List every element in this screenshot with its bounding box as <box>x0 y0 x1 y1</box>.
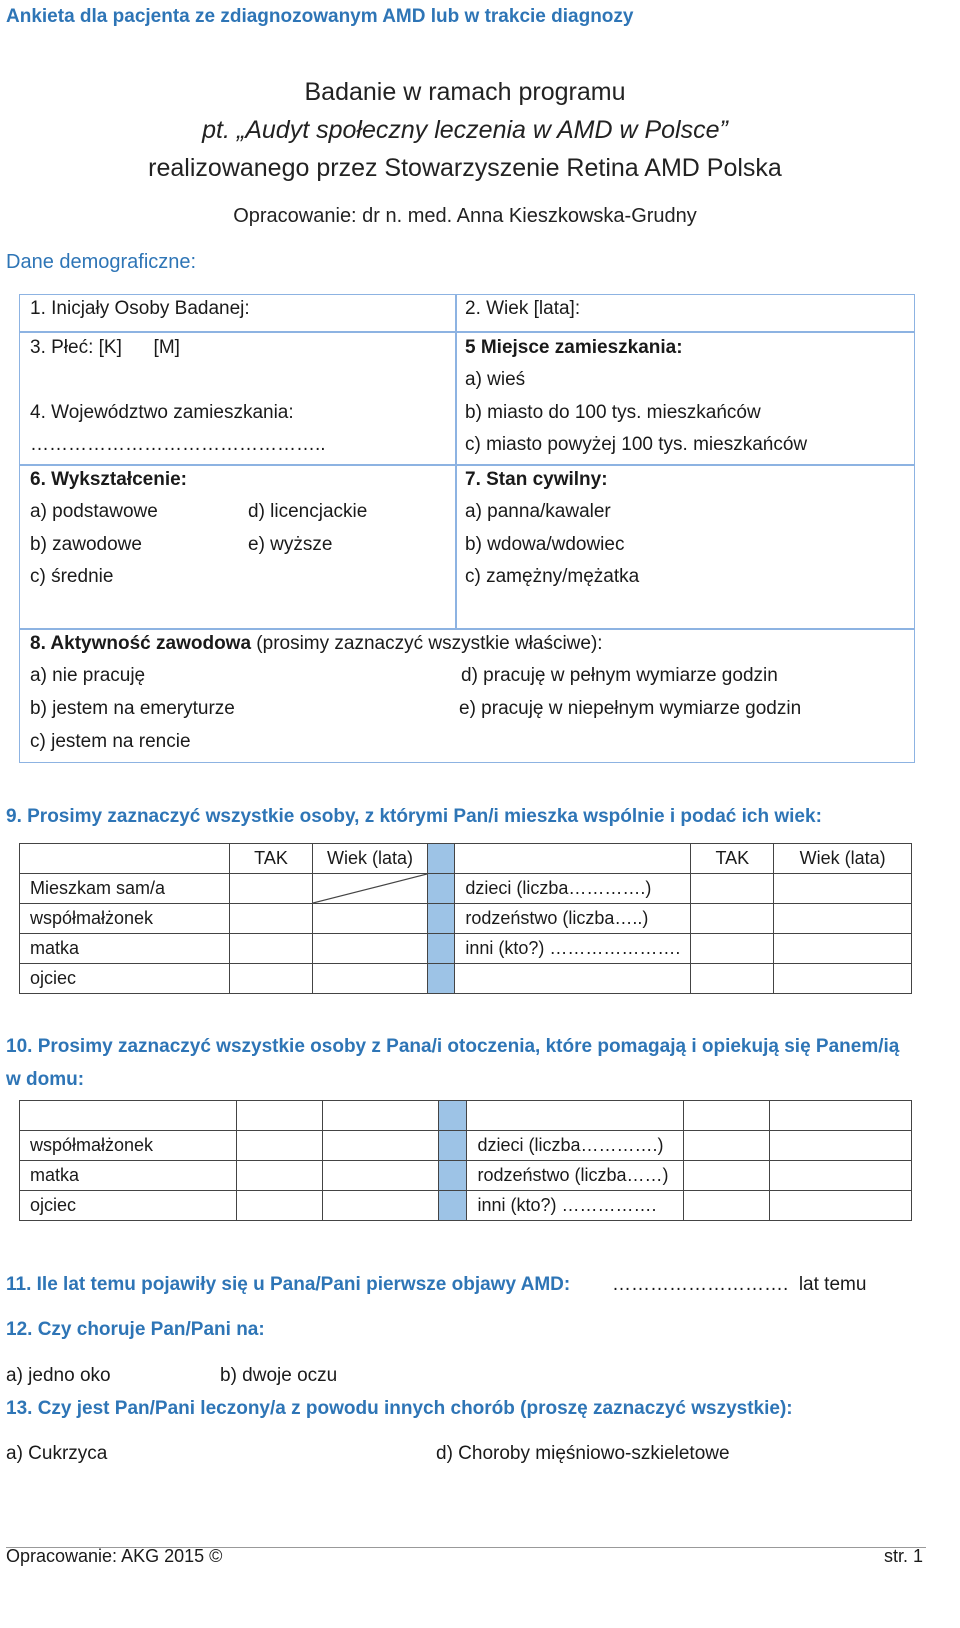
q9-table <box>19 843 912 994</box>
q11-answer: ………………………. lat temu <box>612 1274 867 1295</box>
q9-separator <box>428 904 455 934</box>
q10-cell[interactable] <box>770 1191 912 1221</box>
q9-left-label: współmałżonek <box>20 904 230 934</box>
q9-separator <box>428 874 455 904</box>
table-row <box>20 1101 912 1131</box>
q10-separator <box>439 1101 467 1131</box>
survey-title: Ankieta dla pacjenta ze zdiagnozowanym AMD lub w trakcie diagnozy <box>6 6 634 27</box>
table-row <box>20 964 912 994</box>
q8-note: (prosimy zaznaczyć wszystkie właściwe): <box>251 633 603 654</box>
page-number: str. 1 <box>884 1546 924 1566</box>
q2-label: 2. Wiek [lata]: <box>465 298 581 319</box>
q4-dots: ……………………………………….. <box>30 434 326 455</box>
q9-tak-cell-right[interactable] <box>691 904 774 934</box>
q9-wiek-cell-right[interactable] <box>774 934 912 964</box>
q8-option-d: d) pracuję w pełnym wymiarze godzin <box>461 665 778 686</box>
q9-wiek-cell-crossed <box>312 874 427 904</box>
table-row <box>20 844 912 874</box>
q10-title-line-1: 10. Prosimy zaznaczyć wszystkie osoby z Pana/i otoczenia, które pomagają i opiekują się Panem/ią <box>6 1036 900 1057</box>
q7-option-a: a) panna/kawaler <box>465 501 611 522</box>
q10-cell[interactable] <box>236 1131 322 1161</box>
q3-label: 3. Płeć: [K] [M] <box>30 337 180 358</box>
q9-right-label: dzieci (liczba………….) <box>455 874 691 904</box>
q9-header-wiek: Wiek (lata) <box>312 844 427 874</box>
q8-option-b: b) jestem na emeryturze <box>30 698 235 719</box>
q10-cell[interactable] <box>684 1131 770 1161</box>
q6-option-b: b) zawodowe <box>30 534 142 555</box>
q9-wiek-cell[interactable] <box>312 934 427 964</box>
q10-right-label: rodzeństwo (liczba……) <box>467 1161 684 1191</box>
q9-header-blank-right <box>455 844 691 874</box>
heading-line-1: Badanie w ramach programu <box>304 78 626 106</box>
q10-cell[interactable] <box>236 1161 322 1191</box>
q9-tak-cell[interactable] <box>230 934 313 964</box>
q10-blank <box>20 1101 237 1131</box>
q8-option-c: c) jestem na rencie <box>30 731 191 752</box>
q9-header-blank <box>20 844 230 874</box>
q10-blank <box>684 1101 770 1131</box>
q10-right-label: dzieci (liczba………….) <box>467 1131 684 1161</box>
q10-cell[interactable] <box>684 1191 770 1221</box>
q6-option-d: d) licencjackie <box>248 501 368 522</box>
q10-left-label: ojciec <box>20 1191 237 1221</box>
heading-line-3: realizowanego przez Stowarzyszenie Retina AMD Polska <box>148 154 782 182</box>
q8-question <box>30 633 603 655</box>
q9-header-tak: TAK <box>230 844 313 874</box>
table-row <box>20 904 912 934</box>
q9-right-label: inni (kto?) …………………. <box>455 934 691 964</box>
q9-right-label <box>455 964 691 994</box>
q10-left-label: współmałżonek <box>20 1131 237 1161</box>
q9-left-label: matka <box>20 934 230 964</box>
q11-title: 11. Ile lat temu pojawiły się u Pana/Pani pierwsze objawy AMD: <box>6 1274 571 1295</box>
q10-separator <box>439 1131 467 1161</box>
q9-wiek-cell-right[interactable] <box>774 904 912 934</box>
q7-title: 7. Stan cywilny: <box>465 469 608 490</box>
q12-option-b: b) dwoje oczu <box>220 1365 338 1386</box>
q5-option-c: c) miasto powyżej 100 tys. mieszkańców <box>465 434 808 455</box>
table-row <box>20 1161 912 1191</box>
table-row <box>20 1131 912 1161</box>
q10-cell[interactable] <box>323 1191 439 1221</box>
q9-title: 9. Prosimy zaznaczyć wszystkie osoby, z którymi Pan/i mieszka wspólnie i podać ich wiek: <box>6 806 822 827</box>
q9-wiek-cell-right[interactable] <box>774 874 912 904</box>
q9-wiek-cell[interactable] <box>312 904 427 934</box>
q10-table <box>19 1100 912 1221</box>
q5-option-a: a) wieś <box>465 369 526 390</box>
q4-label: 4. Województwo zamieszkania: <box>30 402 294 423</box>
q10-cell[interactable] <box>684 1161 770 1191</box>
q10-cell[interactable] <box>323 1161 439 1191</box>
q10-blank <box>467 1101 684 1131</box>
q9-separator <box>428 844 455 874</box>
q7-option-c: c) zamężny/mężatka <box>465 566 640 587</box>
q9-wiek-cell-right[interactable] <box>774 964 912 994</box>
q10-blank <box>770 1101 912 1131</box>
q10-title-line-2: w domu: <box>6 1069 85 1090</box>
q6-option-e: e) wyższe <box>248 534 333 555</box>
q5-option-b: b) miasto do 100 tys. mieszkańców <box>465 402 761 423</box>
q13-title: 13. Czy jest Pan/Pani leczony/a z powodu innych chorób (proszę zaznaczyć wszystkie): <box>6 1398 793 1419</box>
q6-title: 6. Wykształcenie: <box>30 469 188 490</box>
q10-cell[interactable] <box>770 1131 912 1161</box>
q10-cell[interactable] <box>323 1131 439 1161</box>
q10-left-label: matka <box>20 1161 237 1191</box>
q9-left-label: Mieszkam sam/a <box>20 874 230 904</box>
q9-right-label: rodzeństwo (liczba…..) <box>455 904 691 934</box>
diagonal-line-icon <box>313 874 427 903</box>
q9-tak-cell-right[interactable] <box>691 934 774 964</box>
q9-tak-cell[interactable] <box>230 904 313 934</box>
q10-cell[interactable] <box>236 1191 322 1221</box>
demographics-label: Dane demograficzne: <box>6 251 197 273</box>
q10-blank <box>323 1101 439 1131</box>
q5-title: 5 Miejsce zamieszkania: <box>465 337 683 358</box>
q9-header-tak-right: TAK <box>691 844 774 874</box>
q9-header-wiek-right: Wiek (lata) <box>774 844 912 874</box>
q10-separator <box>439 1191 467 1221</box>
q7-option-b: b) wdowa/wdowiec <box>465 534 625 555</box>
q13-option-a: a) Cukrzyca <box>6 1443 108 1464</box>
q9-separator <box>428 964 455 994</box>
q9-tak-cell[interactable] <box>230 964 313 994</box>
q9-tak-cell-right[interactable] <box>691 874 774 904</box>
q9-tak-cell-right[interactable] <box>691 964 774 994</box>
q9-tak-cell[interactable] <box>230 874 313 904</box>
table-row <box>20 934 912 964</box>
q12-title: 12. Czy choruje Pan/Pani na: <box>6 1319 265 1340</box>
q9-left-label: ojciec <box>20 964 230 994</box>
author-line: Opracowanie: dr n. med. Anna Kieszkowska-Grudny <box>233 205 697 227</box>
q8-option-a: a) nie pracuję <box>30 665 146 686</box>
q10-blank <box>236 1101 322 1131</box>
q13-option-d: d) Choroby mięśniowo-szkieletowe <box>436 1443 730 1464</box>
table-row <box>20 874 912 904</box>
q9-wiek-cell[interactable] <box>312 964 427 994</box>
table-row <box>20 1191 912 1221</box>
q8-option-e: e) pracuję w niepełnym wymiarze godzin <box>459 698 802 719</box>
q10-cell[interactable] <box>770 1161 912 1191</box>
footer-credit: Opracowanie: AKG 2015 © <box>6 1546 223 1566</box>
q9-separator <box>428 934 455 964</box>
q10-separator <box>439 1161 467 1191</box>
q12-option-a: a) jedno oko <box>6 1365 111 1386</box>
heading-line-2: pt. „Audyt społeczny leczenia w AMD w Polsce” <box>202 116 728 144</box>
q8-title: 8. Aktywność zawodowa <box>30 633 252 654</box>
q6-option-a: a) podstawowe <box>30 501 158 522</box>
q6-option-c: c) średnie <box>30 566 114 587</box>
q1-label: 1. Inicjały Osoby Badanej: <box>30 298 250 319</box>
q10-right-label: inni (kto?) ……………. <box>467 1191 684 1221</box>
